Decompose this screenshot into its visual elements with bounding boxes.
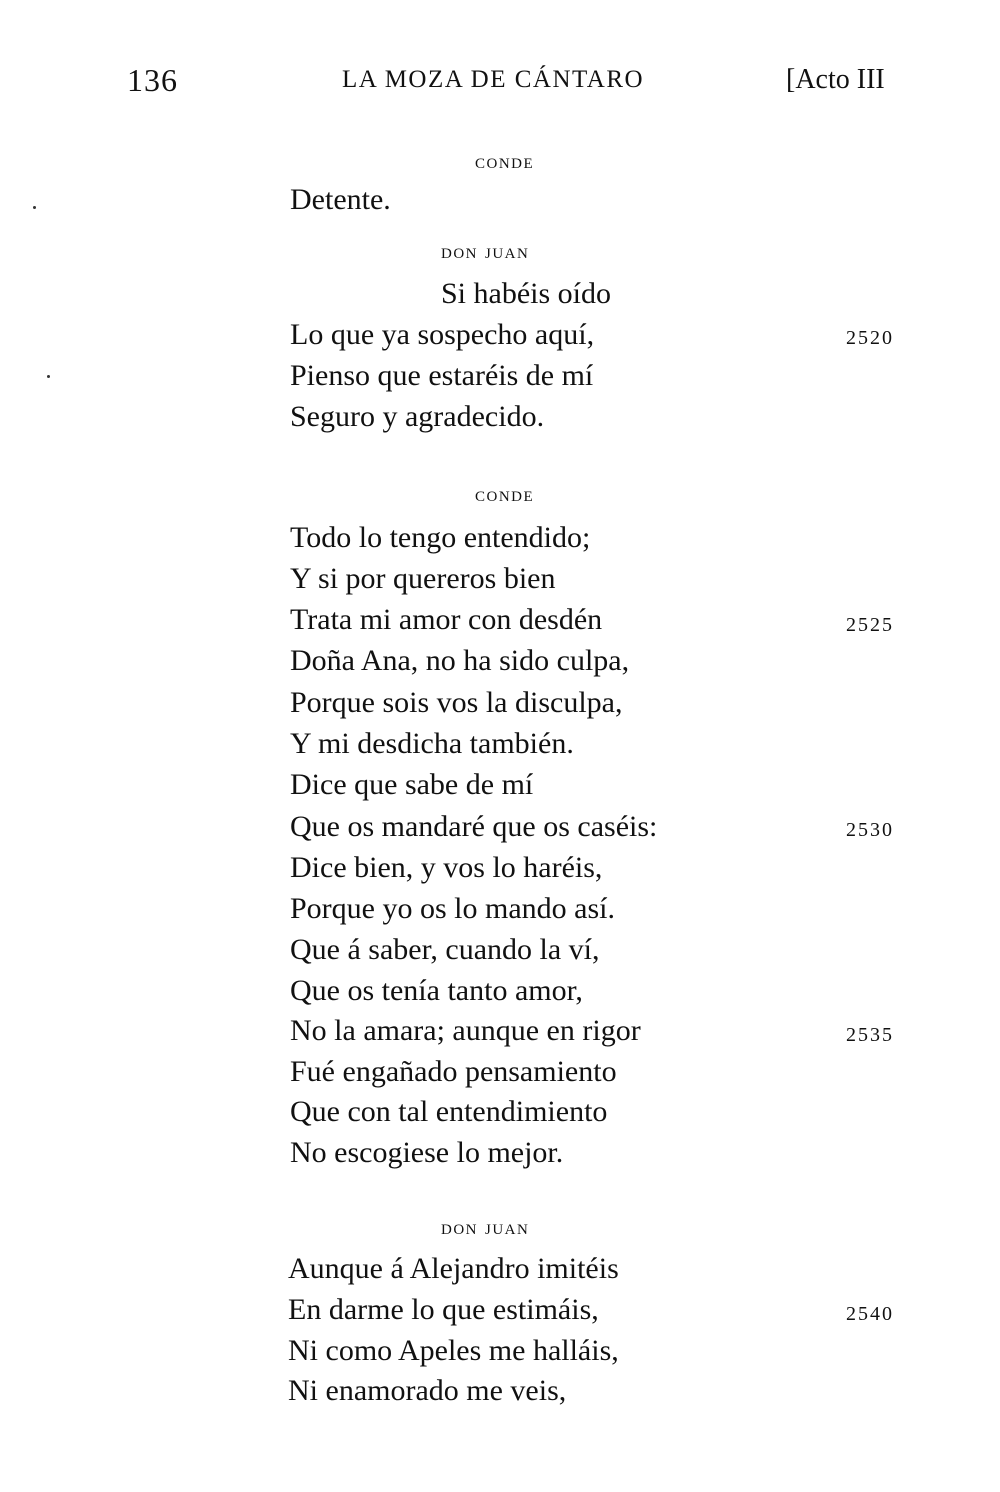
verse-line: Que os tenía tanto amor, [290, 974, 583, 1007]
verse-line: Dice bien, y vos lo haréis, [290, 851, 603, 884]
verse-line: Aunque á Alejandro imitéis [288, 1252, 619, 1285]
verse-line: No escogiese lo mejor. [290, 1136, 564, 1169]
verse-line: Dice que sabe de mí [290, 768, 534, 801]
verse-line: En darme lo que estimáis, [288, 1293, 599, 1326]
speaker-name: conde [475, 481, 535, 506]
verse-line: Trata mi amor con desdén [290, 603, 603, 636]
speaker-name: don juan [441, 238, 530, 263]
line-number: 2525 [846, 614, 894, 636]
line-number: 2530 [846, 819, 894, 841]
verse-line: Que á saber, cuando la ví, [290, 933, 600, 966]
verse-line: Ni como Apeles me halláis, [288, 1334, 619, 1367]
act-label: [Acto III [786, 64, 885, 95]
verse-line: Doña Ana, no ha sido culpa, [290, 644, 630, 677]
verse-line: Fué engañado pensamiento [290, 1055, 617, 1088]
verse-line: Porque yo os lo mando así. [290, 892, 615, 925]
print-speck [33, 206, 36, 209]
line-number: 2520 [846, 327, 894, 349]
verse-line: Y mi desdicha también. [290, 727, 574, 760]
verse-line: Ni enamorado me veis, [288, 1374, 567, 1407]
speaker-name: don juan [441, 1214, 530, 1239]
speaker-name: conde [475, 148, 535, 173]
verse-line: Seguro y agradecido. [290, 400, 545, 433]
verse-line: Pienso que estaréis de mí [290, 359, 594, 392]
line-number: 2535 [846, 1024, 894, 1046]
verse-line: No la amara; aunque en rigor [290, 1014, 641, 1047]
verse-line: Todo lo tengo entendido; [290, 521, 591, 554]
verse-line: Detente. [290, 183, 391, 216]
running-title: LA MOZA DE CÁNTARO [342, 66, 645, 93]
verse-line: Porque sois vos la disculpa, [290, 686, 623, 719]
line-number: 2540 [846, 1303, 894, 1325]
print-speck [47, 375, 50, 378]
verse-line: Que os mandaré que os caséis: [290, 810, 658, 843]
verse-line: Si habéis oído [441, 277, 611, 310]
page-number: 136 [127, 62, 178, 98]
verse-line: Y si por quereros bien [290, 562, 556, 595]
verse-line: Que con tal entendimiento [290, 1095, 608, 1128]
verse-line: Lo que ya sospecho aquí, [290, 318, 595, 351]
